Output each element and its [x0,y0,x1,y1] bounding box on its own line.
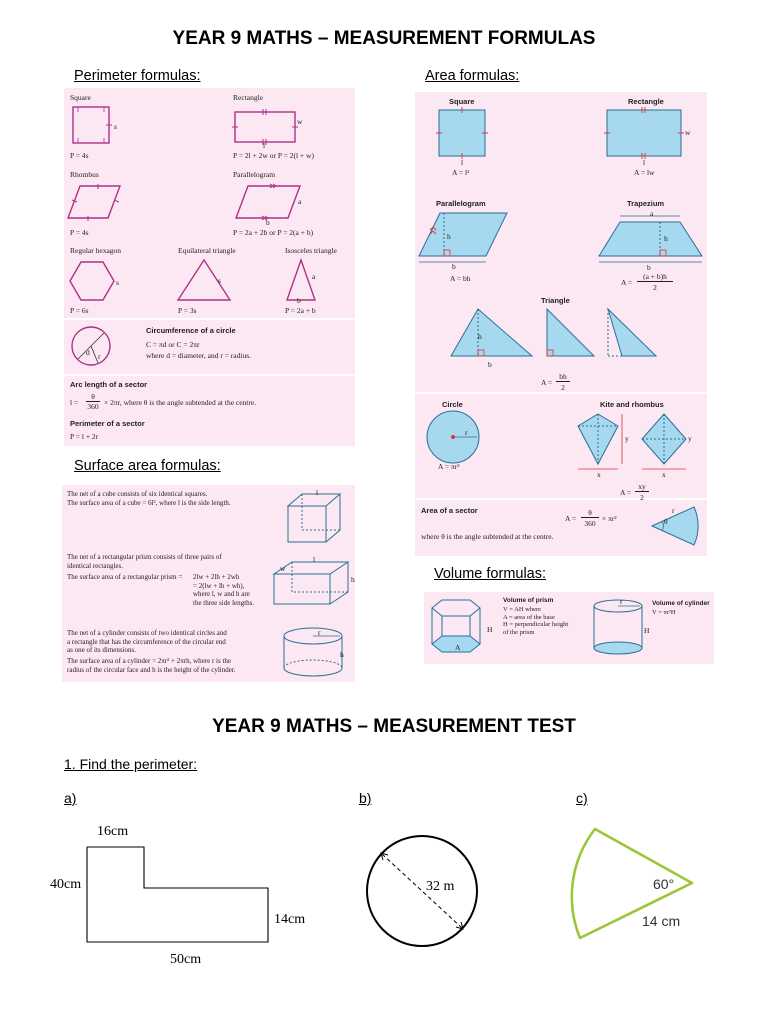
area-tri-den: 2 [561,383,565,392]
area-rect-shape [606,109,686,159]
part-c-radius: 14 cm [642,913,681,929]
part-b-label: b) [359,790,372,806]
volume-heading: Volume formulas: [434,566,547,582]
perim-equi-s: s [218,276,221,285]
area-circle-formula: A = πr² [438,462,460,471]
area-rect-formula: A = lw [634,168,655,177]
perim-iso-shape [285,258,325,304]
area-sector-den: 360 [584,519,596,528]
perim-rect-shape [234,106,304,146]
area-square-shape [438,109,488,159]
surface-cube-shape [286,492,346,546]
perim-circle-d: d [86,348,90,357]
area-sector-num: θ [581,508,599,518]
surface-prism-h: h [351,575,355,584]
area-sector-lhs: A = [565,514,577,523]
circumference-formula: C = πd or C = 2πr [146,340,200,349]
part-b-diameter: 32 m [426,879,455,894]
part-a-shape [86,846,276,946]
area-tri-name: Triangle [541,296,570,305]
area-trap-den: 2 [653,283,657,292]
area-sector-theta: θ [664,517,668,526]
area-rect-name: Rectangle [628,97,664,106]
area-rect-l: l [643,158,646,167]
area-trap-h: h [664,234,668,243]
circumference-heading: Circumference of a circle [146,326,236,335]
area-kite-x2: x [662,470,666,479]
area-kite-num: xy [635,482,649,492]
area-rect-w: w [685,128,691,137]
part-a-top: 16cm [97,824,129,839]
area-tri-shape-3 [604,308,660,360]
area-para-h: h [447,232,451,241]
perim-square-name: Square [70,93,91,102]
perim-equi-formula: P = 3s [178,306,197,315]
area-para-b: b [452,262,456,271]
surface-cylinder-formula: The surface area of a cylinder = 2πr² + 2πrh, where r is the radius of the circular face and h is the height of the cylinder. [67,657,236,674]
arc-num: θ [86,392,100,402]
area-square-l: l [461,158,464,167]
surface-prism-l: l [313,555,316,564]
perim-hex-name: Regular hexagon [70,246,122,255]
part-b-shape [364,834,482,950]
perim-para-a: a [298,197,302,206]
perim-iso-formula: P = 2a + b [285,306,316,315]
perim-rect-w: w [297,117,303,126]
perim-iso-b: b [297,296,301,305]
formulas-title: YEAR 9 MATHS – MEASUREMENT FORMULAS [172,28,596,49]
area-tri-b: b [488,360,492,369]
arc-heading: Arc length of a sector [70,380,148,389]
area-trap-num: (a + b)h [637,272,673,282]
area-kite-y: y [625,434,629,443]
area-kite-den: 2 [640,493,644,502]
perim-rhombus-formula: P = 4s [70,228,89,237]
volume-cylinder-shape [592,598,646,660]
perim-rhombus-name: Rhombus [70,170,99,179]
perim-square-shape [72,106,120,146]
volume-cylinder-heading: Volume of cylinder [652,600,710,607]
area-kite-shape [574,412,698,472]
volume-prism-A: A [455,643,461,652]
area-para-shape [418,212,510,266]
area-tri-num: bh [556,372,570,382]
part-a-label: a) [64,790,77,806]
perim-rect-formula: P = 2l + 2w or P = 2(l + w) [233,151,314,160]
perimeter-heading: Perimeter formulas: [74,68,201,84]
area-kite-lhs: A = [620,488,632,497]
part-a-bottom: 50cm [170,952,202,967]
area-circle-shape [426,410,480,464]
volume-cylinder-formula: V = πr²H [652,609,676,616]
area-square-name: Square [449,97,475,106]
area-para-name: Parallelogram [436,199,486,208]
perim-iso-name: Isosceles triangle [285,246,337,255]
volume-prism-H: H [487,625,493,634]
surface-cube-text: The net of a cube consists of six identical squares. The surface area of a cube = 6l², where l is the side length. [67,490,231,507]
perim-hex-formula: P = 6s [70,306,89,315]
perim-para-name: Parallelogram [233,170,276,179]
perim-rect-l: l [263,141,266,150]
area-trap-a: a [650,209,654,218]
arc-l: l = [70,398,79,407]
perim-circle-r: r [98,352,101,361]
volume-prism-text: V = AH where A = area of the base H = perpendicular height of the prism [503,606,569,636]
surface-cylinder-text: The net of a cylinder consists of two identical circles and a rectangle that has the circumference of the circular end as one of its dimensions. [67,629,227,654]
area-sector-where: where θ is the angle subtended at the centre. [421,532,554,541]
perim-hex-s: s [116,278,119,287]
area-trap-name: Trapezium [627,199,665,208]
surface-cylinder-h: h [340,650,344,659]
area-kite-x: x [597,470,601,479]
surface-prism-w: w [280,564,286,573]
area-trap-lhs: A = [621,278,633,287]
surface-cube-l: l [316,488,319,497]
area-para-formula: A = bh [450,274,471,283]
part-c-angle: 60° [653,876,675,892]
area-circle-name: Circle [442,400,463,409]
area-tri-h: h [478,332,482,341]
surface-prism-formula: 2lw + 2lh + 2wh = 2(lw + lh + wh), where l, w and h are the three side lengths. [193,573,255,607]
perim-para-formula: P = 2a + 2b or P = 2(a + b) [233,228,314,237]
volume-cylinder-r: r [620,597,623,606]
area-square-formula: A = l² [452,168,470,177]
perim-rect-name: Rectangle [233,93,263,102]
area-sector-r: r [672,506,675,515]
surface-prism-lhs: The surface area of a rectangular prism = [67,573,183,581]
part-c-shape [570,826,700,942]
surface-prism-intro: The net of a rectangular prism consists of three pairs of identical rectangles. [67,553,222,570]
sector-perimeter-formula: P = l + 2r [70,432,99,441]
perim-equi-name: Equilateral triangle [178,246,236,255]
perim-hex-shape [70,260,120,304]
sector-perimeter-heading: Perimeter of a sector [70,419,145,428]
perim-square-formula: P = 4s [70,151,89,160]
area-kite-name: Kite and rhombus [600,400,664,409]
area-trap-b: b [647,263,651,272]
perim-para-b: b [266,218,270,227]
area-sector-rest: × πr² [602,514,617,523]
area-tri-shape-1 [450,308,534,360]
surface-cylinder-r: r [318,628,321,637]
surface-cylinder-shape [282,626,346,680]
test-question: 1. Find the perimeter: [64,756,198,772]
perim-circle-shape [70,325,114,369]
test-title: YEAR 9 MATHS – MEASUREMENT TEST [212,716,576,737]
surface-heading: Surface area formulas: [74,458,221,474]
volume-cylinder-H: H [644,626,650,635]
area-tri-shape-2 [546,308,598,360]
area-circle-r: r [465,428,468,437]
part-a-right: 14cm [274,912,306,927]
arc-rest: × 2πr, where θ is the angle subtended at the centre. [104,398,257,407]
area-heading: Area formulas: [425,68,520,84]
part-c-label: c) [576,790,588,806]
perim-iso-a: a [312,272,316,281]
area-tri-lhs: A = [541,378,553,387]
area-trap-shape [598,212,704,266]
area-kite-y2: y [688,434,692,443]
area-sector-heading: Area of a sector [421,506,478,515]
perim-rhombus-shape [68,184,124,224]
part-a-left: 40cm [50,877,82,892]
perim-equi-shape [178,258,234,304]
area-sector-shape [650,506,702,548]
perim-square-s: s [114,122,117,131]
arc-den: 360 [87,402,99,411]
volume-prism-heading: Volume of prism [503,597,554,604]
circumference-where: where d = diameter, and r = radius. [146,351,251,360]
